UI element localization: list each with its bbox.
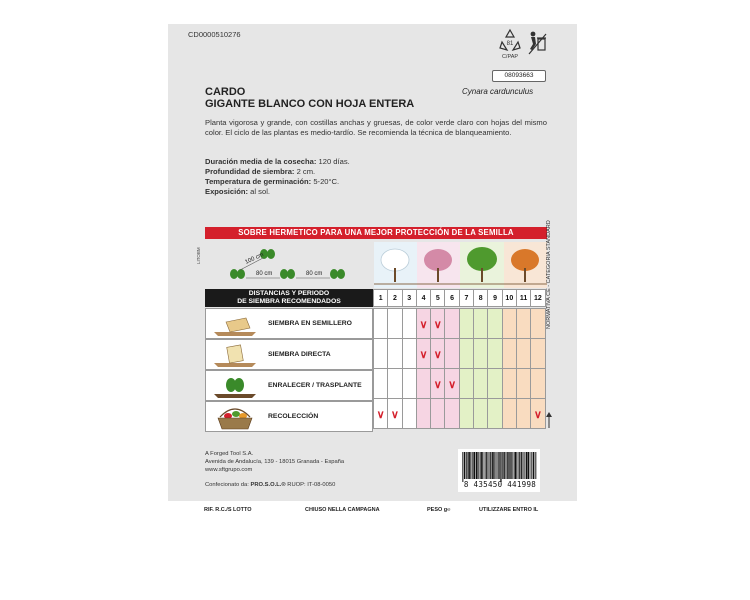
barcode-bar bbox=[469, 452, 470, 479]
barcode-bar bbox=[473, 452, 474, 479]
barcode-bar bbox=[476, 452, 477, 479]
barcode-bar bbox=[480, 452, 481, 479]
barcode-bar bbox=[526, 452, 527, 479]
barcode-bar bbox=[464, 452, 465, 479]
calendar-cell bbox=[402, 399, 416, 429]
barcode-bar bbox=[517, 452, 518, 479]
barcode-bar bbox=[528, 452, 529, 479]
month-cell: 3 bbox=[402, 290, 416, 307]
footer-weight: PESO g℮ bbox=[427, 507, 451, 513]
barcode-bar bbox=[510, 452, 511, 479]
recycle-icon bbox=[498, 28, 522, 52]
company-website: www.sftgrupo.com bbox=[205, 467, 253, 473]
product-code: CD0000510276 bbox=[188, 30, 241, 39]
calendar-cell bbox=[416, 399, 430, 429]
product-description: Planta vigorosa y grande, con costillas anchas y gruesas, de color verde claro con hojas del mismo color. El ciclo de las plantas es medio-tardío. Se recomienda la técnica de blanqueamiento. bbox=[205, 118, 547, 137]
barcode-bar bbox=[519, 452, 520, 479]
barcode-bar bbox=[507, 452, 508, 479]
barcode-bar bbox=[512, 452, 513, 479]
barcode-bar bbox=[471, 452, 472, 479]
calendar-cell bbox=[431, 309, 445, 339]
month-cell: 5 bbox=[431, 290, 445, 307]
calendar-cell bbox=[402, 369, 416, 399]
row-harvest: RECOLECCIÓN bbox=[205, 401, 373, 432]
distance-plant-2: 80 cm bbox=[306, 271, 323, 277]
barcode-bar bbox=[515, 452, 516, 479]
barcode-bar bbox=[518, 452, 519, 479]
barcode-bar bbox=[502, 452, 503, 479]
company-address: Avenida de Andalucía, 139 - 18015 Granada - España bbox=[205, 459, 345, 465]
barcode-bar bbox=[535, 452, 536, 479]
calendar-cell bbox=[488, 399, 502, 429]
regulation-note: NORMATIVA CE - CATEGORIA STANDARD bbox=[546, 220, 552, 329]
distance-plant-1: 80 cm bbox=[256, 271, 273, 277]
calendar-cell bbox=[416, 339, 430, 369]
spec-exposure: Exposición: al sol. bbox=[205, 187, 270, 196]
row-thinning: ENRALECER / TRASPLANTE bbox=[205, 370, 373, 401]
planting-distance-diagram bbox=[208, 246, 368, 286]
check-mark-icon: ∨ bbox=[419, 318, 428, 331]
footer-use-by: UTILIZZARE ENTRO IL bbox=[479, 507, 539, 513]
calendar-cell bbox=[516, 369, 530, 399]
check-mark-icon: ∨ bbox=[448, 378, 457, 391]
barcode-bar bbox=[478, 452, 479, 479]
calendar-cell bbox=[474, 309, 488, 339]
distance-row: 100 cm bbox=[244, 252, 265, 266]
barcode-bar bbox=[498, 452, 499, 479]
barcode-bar bbox=[474, 452, 475, 479]
calendar-cell bbox=[402, 309, 416, 339]
barcode-bar bbox=[466, 452, 467, 479]
month-cell: 9 bbox=[488, 290, 502, 307]
calendar-row bbox=[374, 399, 546, 429]
barcode-bar bbox=[481, 452, 482, 479]
calendar-cell bbox=[431, 399, 445, 429]
calendar-cell bbox=[388, 369, 402, 399]
calendar-cell bbox=[474, 339, 488, 369]
row-seedbed: SIEMBRA EN SEMILLERO bbox=[205, 308, 373, 339]
calendar-cell bbox=[445, 339, 459, 369]
barcode-bar bbox=[513, 452, 514, 479]
recycle-label: C/PAP bbox=[501, 54, 519, 60]
calendar-cell bbox=[459, 339, 473, 369]
barcode-bar bbox=[503, 452, 504, 479]
month-cell: 4 bbox=[416, 290, 430, 307]
harvest-basket-icon bbox=[212, 405, 258, 430]
calendar-cell bbox=[516, 309, 530, 339]
calendar-cell bbox=[416, 309, 430, 339]
calendar-cell bbox=[459, 369, 473, 399]
barcode-bar bbox=[492, 452, 493, 479]
barcode-bar bbox=[533, 452, 534, 479]
check-mark-icon: ∨ bbox=[419, 348, 428, 361]
barcode-bar bbox=[514, 452, 515, 479]
barcode-bar bbox=[479, 452, 480, 479]
barcode-bar bbox=[530, 452, 531, 479]
barcode-bar bbox=[508, 452, 509, 479]
barcode-bar bbox=[506, 452, 507, 479]
barcode-bar bbox=[496, 452, 497, 479]
calendar-cell bbox=[474, 399, 488, 429]
month-cell: 11 bbox=[516, 290, 530, 307]
check-mark-icon: ∨ bbox=[433, 318, 442, 331]
calendar-cell bbox=[488, 339, 502, 369]
calendar-cell bbox=[459, 309, 473, 339]
seed-packet bbox=[168, 24, 577, 501]
calendar-cell bbox=[402, 339, 416, 369]
calendar-cell bbox=[531, 369, 545, 399]
month-header-row bbox=[373, 289, 546, 307]
spec-harvest-duration: Duración media de la cosecha: 120 días. bbox=[205, 157, 350, 166]
spec-sowing-depth: Profundidad de siembra: 2 cm. bbox=[205, 167, 316, 176]
barcode-bar bbox=[484, 452, 485, 479]
barcode-bar bbox=[493, 452, 494, 479]
spec-germination-temp: Temperatura de germinación: 5-20°C. bbox=[205, 177, 340, 186]
check-mark-icon: ∨ bbox=[376, 408, 385, 421]
footer-lot: RIF. R.C./S LOTTO bbox=[204, 507, 252, 513]
product-variety: GIGANTE BLANCO CON HOJA ENTERA bbox=[205, 98, 415, 110]
calendar-cell bbox=[431, 339, 445, 369]
barcode-bar bbox=[523, 452, 524, 479]
calendar-row bbox=[374, 369, 546, 399]
calendar-cell bbox=[531, 339, 545, 369]
latin-name: Cynara cardunculus bbox=[462, 87, 534, 96]
barcode-bar bbox=[482, 452, 483, 479]
barcode-bar bbox=[500, 452, 501, 482]
reference-number: 08093663 bbox=[492, 70, 546, 82]
row-direct-sowing: SIEMBRA DIRECTA bbox=[205, 339, 373, 370]
month-cell: 8 bbox=[474, 290, 488, 307]
calendar-cell bbox=[502, 339, 516, 369]
calendar-cell bbox=[374, 339, 388, 369]
barcode-bar bbox=[505, 452, 506, 479]
barcode-bar bbox=[495, 452, 496, 479]
month-cell: 2 bbox=[388, 290, 402, 307]
product-name: CARDO bbox=[205, 86, 246, 98]
calendar-cell bbox=[445, 399, 459, 429]
calendar-cell bbox=[374, 369, 388, 399]
check-mark-icon: ∨ bbox=[433, 348, 442, 361]
seedbed-icon bbox=[212, 312, 258, 337]
hermetic-banner: SOBRE HERMETICO PARA UNA MEJOR PROTECCIÓN DE LA SEMILLA bbox=[205, 227, 547, 239]
month-cell: 7 bbox=[459, 290, 473, 307]
barcode-bar bbox=[488, 452, 489, 479]
barcode-bar bbox=[532, 452, 533, 479]
barcode-bar bbox=[536, 452, 537, 479]
print-code: LITOBM bbox=[196, 247, 201, 264]
calendar-cell bbox=[488, 309, 502, 339]
calendar-cell bbox=[531, 399, 545, 429]
check-mark-icon: ∨ bbox=[533, 408, 542, 421]
barcode-bar bbox=[531, 452, 532, 479]
barcode-bar bbox=[485, 452, 486, 479]
check-mark-icon: ∨ bbox=[390, 408, 399, 421]
barcode-bar bbox=[486, 452, 487, 479]
calendar-cell bbox=[388, 309, 402, 339]
check-mark-icon: ∨ bbox=[433, 378, 442, 391]
table-header: DISTANCIAS Y PERIODO DE SIEMBRA RECOMENDADOS bbox=[205, 289, 373, 307]
barcode-bar bbox=[463, 452, 464, 482]
ce-arrow-icon bbox=[544, 412, 554, 428]
seedling-icon bbox=[212, 374, 258, 399]
trash-bin-icon bbox=[527, 30, 547, 56]
calendar-cell bbox=[516, 339, 530, 369]
calendar-cell bbox=[474, 369, 488, 399]
barcode-bar bbox=[497, 452, 498, 479]
barcode-bar bbox=[489, 452, 490, 479]
calendar-cell bbox=[374, 309, 388, 339]
barcode-bar bbox=[523, 452, 524, 479]
packed-by: Confecionato da: PRO.S.O.L.® RUOP: IT-08-0050 bbox=[205, 482, 336, 488]
calendar-cell bbox=[502, 369, 516, 399]
seed-packet-icon bbox=[212, 343, 258, 368]
barcode-bar bbox=[524, 452, 525, 479]
calendar-cell bbox=[431, 369, 445, 399]
calendar-cell bbox=[374, 399, 388, 429]
footer-closed: CHIUSO NELLA CAMPAGNA bbox=[305, 507, 380, 513]
seasons-illustration bbox=[374, 242, 547, 288]
barcode-bar bbox=[462, 452, 463, 482]
month-cell: 10 bbox=[502, 290, 516, 307]
barcode-bar bbox=[521, 452, 522, 479]
calendar-cell bbox=[445, 369, 459, 399]
month-cell: 1 bbox=[374, 290, 388, 307]
calendar-cell bbox=[516, 399, 530, 429]
calendar-cell bbox=[531, 309, 545, 339]
month-cell: 6 bbox=[445, 290, 459, 307]
calendar-row bbox=[374, 309, 546, 339]
calendar-cell bbox=[388, 399, 402, 429]
calendar-cell bbox=[459, 399, 473, 429]
recycle-number: 81 bbox=[506, 41, 514, 47]
company-name: A Forged Tool S.A. bbox=[205, 451, 254, 457]
barcode-bar bbox=[468, 452, 469, 479]
calendar-cell bbox=[502, 399, 516, 429]
calendar-cell bbox=[488, 369, 502, 399]
barcode-bar bbox=[472, 452, 473, 479]
barcode-bar bbox=[501, 452, 502, 482]
calendar-row bbox=[374, 339, 546, 369]
barcode-bar bbox=[467, 452, 468, 479]
calendar-cell bbox=[502, 309, 516, 339]
sowing-calendar bbox=[373, 308, 546, 429]
calendar-cell bbox=[416, 369, 430, 399]
barcode-number: 8 435450 441998 bbox=[463, 480, 537, 489]
month-cell: 12 bbox=[531, 290, 545, 307]
calendar-cell bbox=[445, 309, 459, 339]
calendar-cell bbox=[388, 339, 402, 369]
barcode-bar bbox=[490, 452, 491, 479]
